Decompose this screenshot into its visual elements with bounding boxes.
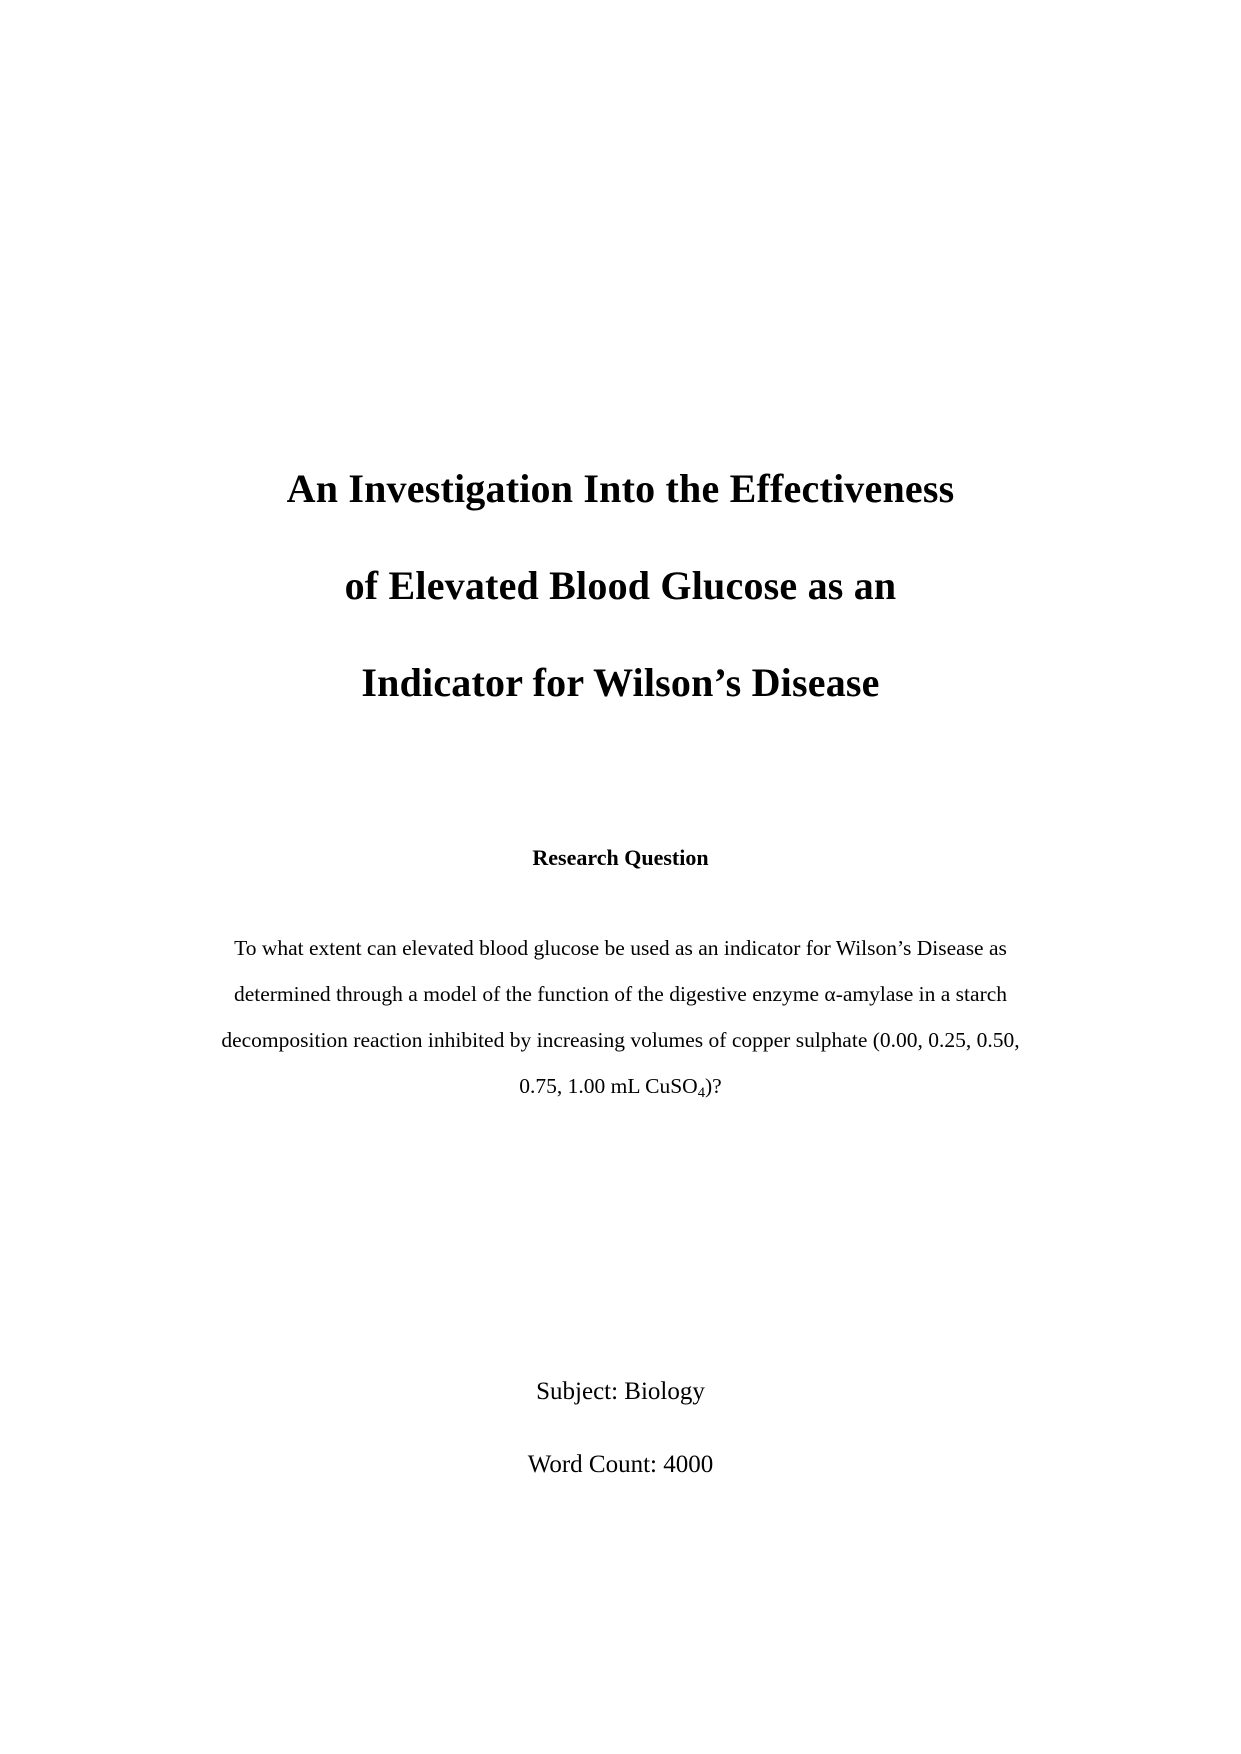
research-question-line-1: To what extent can elevated blood glucose be used as an indicator for Wilson’s Disease as [234, 936, 1007, 960]
chemical-subscript: 4 [697, 1085, 705, 1102]
research-question-line-2: determined through a model of the function of the digestive enzyme α-amylase in a starch [233, 982, 1008, 1006]
title-line-3: Indicator for Wilson’s Disease [361, 660, 880, 705]
research-question-line-3: decomposition reaction inhibited by increasing volumes of copper sulphate (0.00, 0.25, 0.50, [221, 1028, 1020, 1052]
title-line-2: of Elevated Blood Glucose as an [344, 563, 897, 608]
document-title [140, 440, 1101, 731]
research-question-heading: Research Question [532, 845, 709, 870]
document-meta [140, 1355, 1101, 1501]
research-question-text [140, 925, 1101, 1116]
research-question-line-4-prefix: 0.75, 1.00 mL CuSO [519, 1074, 698, 1098]
research-question-line-4-suffix: )? [705, 1074, 722, 1098]
subject-line: Subject: Biology [536, 1378, 705, 1405]
title-line-1: An Investigation Into the Effectiveness [286, 466, 955, 511]
word-count-line: Word Count: 4000 [527, 1451, 714, 1478]
research-question-line-4 [140, 1063, 1101, 1116]
